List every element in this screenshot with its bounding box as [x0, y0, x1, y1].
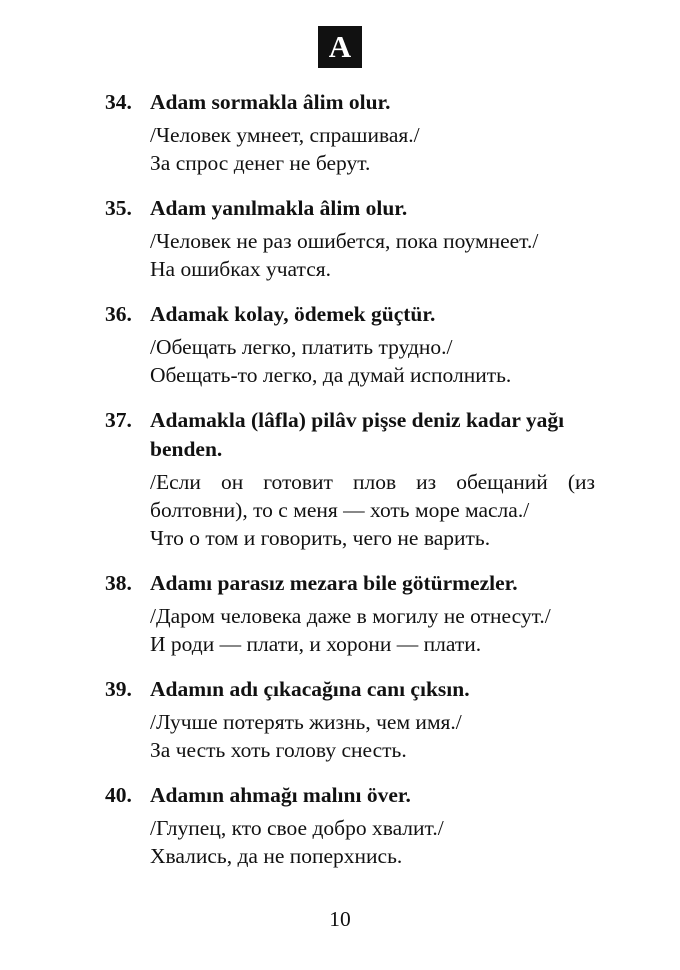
proverb-turkish: Adam yanılmakla âlim olur. [150, 196, 408, 220]
section-letter-badge: A [318, 26, 362, 68]
proverb-number: 40. [105, 783, 132, 807]
proverb-heading [105, 88, 595, 117]
literal-translation: /Глупец, кто свое добро хвалит./ [150, 816, 444, 840]
proverb-turkish: Adamın ahmağı malını över. [150, 783, 411, 807]
proverb-turkish: Adamı parasız mezara bile götürmezler. [150, 571, 518, 595]
literal-translation: /Если он готовит плов из обещаний (из болтовни), то с меня — хоть море масла./ [150, 470, 595, 522]
proverb-number: 37. [105, 408, 132, 432]
proverb-number: 34. [105, 90, 132, 114]
russian-equivalent: За спрос денег не берут. [150, 151, 371, 175]
proverb-entry-38 [105, 569, 595, 658]
proverb-entry-40 [105, 781, 595, 870]
proverb-turkish: Adam sormakla âlim olur. [150, 90, 391, 114]
proverb-heading [105, 781, 595, 810]
page-number: 10 [329, 907, 351, 931]
proverb-number: 38. [105, 571, 132, 595]
proverb-entry-37 [105, 406, 595, 552]
proverb-heading [105, 300, 595, 329]
russian-equivalent: Обещать-то легко, да думай исполнить. [150, 363, 512, 387]
proverb-heading [105, 406, 595, 464]
russian-equivalent: И роди — плати, и хорони — плати. [150, 632, 482, 656]
russian-equivalent: За честь хоть голову снесть. [150, 738, 407, 762]
proverb-list [105, 88, 595, 868]
proverb-turkish: Adamak kolay, ödemek güçtür. [150, 302, 436, 326]
proverb-entry-34 [105, 88, 595, 177]
proverb-heading [105, 194, 595, 223]
proverb-turkish: Adamakla (lâfla) pilâv pişse deniz kadar yağı benden. [150, 408, 565, 461]
proverb-translation [150, 468, 595, 552]
literal-translation: /Даром человека даже в могилу не отнесут./ [150, 604, 551, 628]
proverb-entry-36 [105, 300, 595, 389]
proverb-translation [150, 333, 595, 389]
proverb-translation [150, 602, 595, 658]
literal-translation: /Человек умнеет, спрашивая./ [150, 123, 420, 147]
proverb-translation [150, 708, 595, 764]
russian-equivalent: Хвались, да не поперхнись. [150, 844, 403, 868]
russian-equivalent: Что о том и говорить, чего не варить. [150, 526, 491, 550]
proverb-heading [105, 675, 595, 704]
proverb-number: 36. [105, 302, 132, 326]
proverb-entry-39 [105, 675, 595, 764]
proverb-translation [150, 227, 595, 283]
proverb-translation [150, 121, 595, 177]
proverb-number: 35. [105, 196, 132, 220]
literal-translation: /Лучше потерять жизнь, чем имя./ [150, 710, 462, 734]
proverb-entry-35 [105, 194, 595, 283]
proverb-number: 39. [105, 677, 132, 701]
proverb-translation [150, 814, 595, 870]
proverb-heading [105, 569, 595, 598]
proverb-turkish: Adamın adı çıkacağına canı çıksın. [150, 677, 470, 701]
russian-equivalent: На ошибках учатся. [150, 257, 331, 281]
literal-translation: /Человек не раз ошибется, пока поумнеет./ [150, 229, 539, 253]
literal-translation: /Обещать легко, платить трудно./ [150, 335, 453, 359]
